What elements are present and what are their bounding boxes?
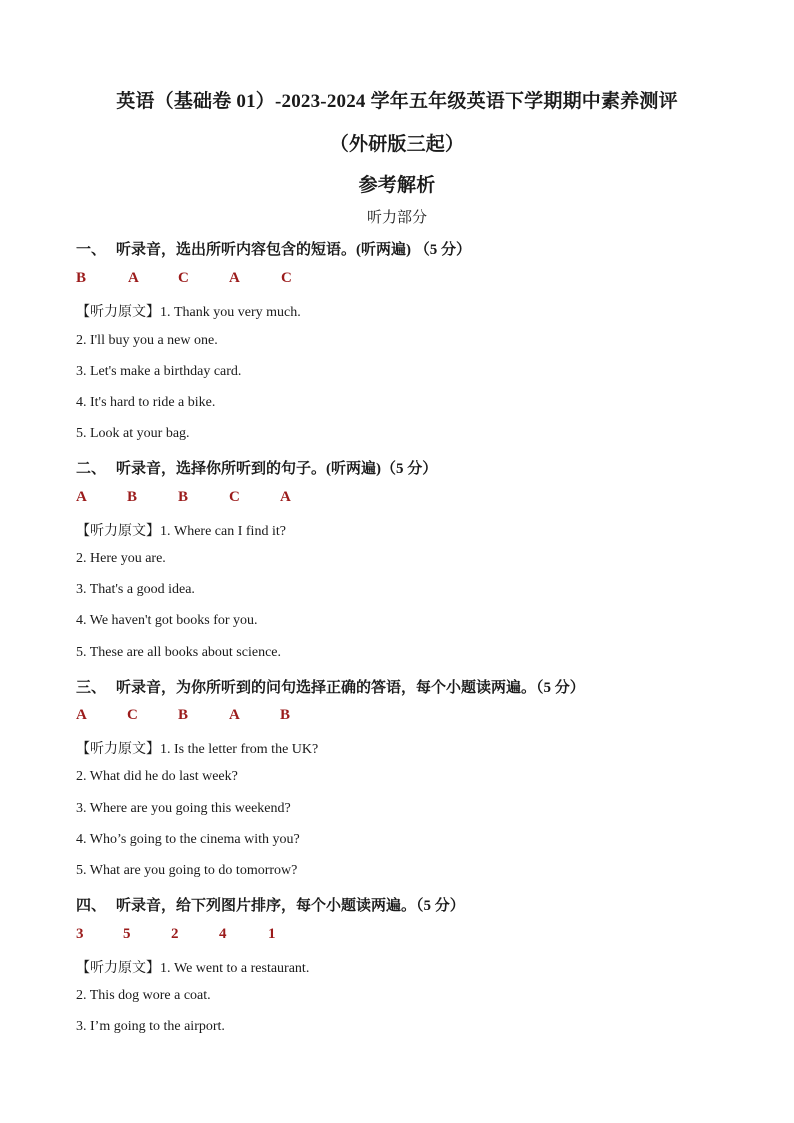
transcript-line: 5. What are you going to do tomorrow? xyxy=(76,863,298,878)
question-heading-2 xyxy=(76,457,437,478)
transcript-line: 5. Look at your bag. xyxy=(76,426,190,441)
transcript-tag: 【听力原文】 xyxy=(76,960,160,976)
question-heading-3 xyxy=(76,676,585,697)
question-instruction: 听录音，为你所听到的问句选择正确的答语，每个小题读两遍。（5 分） xyxy=(116,680,585,696)
transcript-line: 2. Here you are. xyxy=(76,551,166,566)
transcript-line: 【听力原文】1. We went to a restaurant. xyxy=(76,960,310,976)
transcript-line: 2. This dog wore a coat. xyxy=(76,988,211,1003)
page-title-answers: 参考解析 xyxy=(358,175,436,196)
answer-1: A xyxy=(76,489,87,505)
transcript-tag: 【听力原文】 xyxy=(76,523,160,539)
answer-4: 4 xyxy=(219,926,227,942)
transcript-line: 4. We haven't got books for you. xyxy=(76,613,258,628)
answer-3: 2 xyxy=(171,926,179,942)
answer-1: A xyxy=(76,707,87,723)
question-instruction: 听录音，选出所听内容包含的短语。(听两遍) （5 分） xyxy=(116,242,471,258)
answer-2: A xyxy=(128,270,139,286)
transcript-line: 2. What did he do last week? xyxy=(76,769,238,784)
answer-3: B xyxy=(178,707,189,723)
transcript-line: 5. These are all books about science. xyxy=(76,645,282,660)
transcript-tag: 【听力原文】 xyxy=(76,304,160,320)
answer-2: 5 xyxy=(123,926,131,942)
question-instruction: 听录音，选择你所听到的句子。(听两遍)（5 分） xyxy=(116,461,438,477)
question-number: 一、 xyxy=(76,242,107,258)
transcript-tag: 【听力原文】 xyxy=(76,741,160,757)
question-heading-4 xyxy=(76,894,465,915)
transcript-line: 【听力原文】1. Thank you very much. xyxy=(76,304,301,320)
page-title-edition: （外研版三起） xyxy=(329,134,465,155)
answer-4: A xyxy=(229,270,240,286)
answer-2: B xyxy=(127,489,138,505)
transcript-line: 2. I'll buy you a new one. xyxy=(76,333,218,348)
transcript-line: 3. Let's make a birthday card. xyxy=(76,364,242,379)
answer-5: B xyxy=(280,707,291,723)
transcript-line: 【听力原文】1. Where can I find it? xyxy=(76,523,286,539)
section-label-listening: 听力部分 xyxy=(366,210,427,226)
answer-3: C xyxy=(178,270,189,286)
question-instruction: 听录音，给下列图片排序，每个小题读两遍。（5 分） xyxy=(116,898,465,914)
transcript-line: 【听力原文】1. Is the letter from the UK? xyxy=(76,741,319,757)
answer-2: C xyxy=(127,707,138,723)
answer-4: C xyxy=(229,489,240,505)
transcript-line: 3. Where are you going this weekend? xyxy=(76,801,291,816)
transcript-line: 4. It's hard to ride a bike. xyxy=(76,395,216,410)
page-title: 英语（基础卷 01）-2023-2024 学年五年级英语下学期期中素养测评 xyxy=(116,91,678,112)
answer-5: C xyxy=(281,270,292,286)
question-number: 三、 xyxy=(76,680,107,696)
transcript-line: 3. I’m going to the airport. xyxy=(76,1019,225,1034)
transcript-line: 3. That's a good idea. xyxy=(76,582,195,597)
question-number: 四、 xyxy=(76,898,107,914)
answer-1: 3 xyxy=(76,926,84,942)
transcript-line: 4. Who’s going to the cinema with you? xyxy=(76,832,300,847)
question-heading-1 xyxy=(76,238,471,259)
answer-1: B xyxy=(76,270,87,286)
answer-4: A xyxy=(229,707,240,723)
answer-5: 1 xyxy=(268,926,276,942)
answer-5: A xyxy=(280,489,291,505)
question-number: 二、 xyxy=(76,461,107,477)
answer-3: B xyxy=(178,489,189,505)
